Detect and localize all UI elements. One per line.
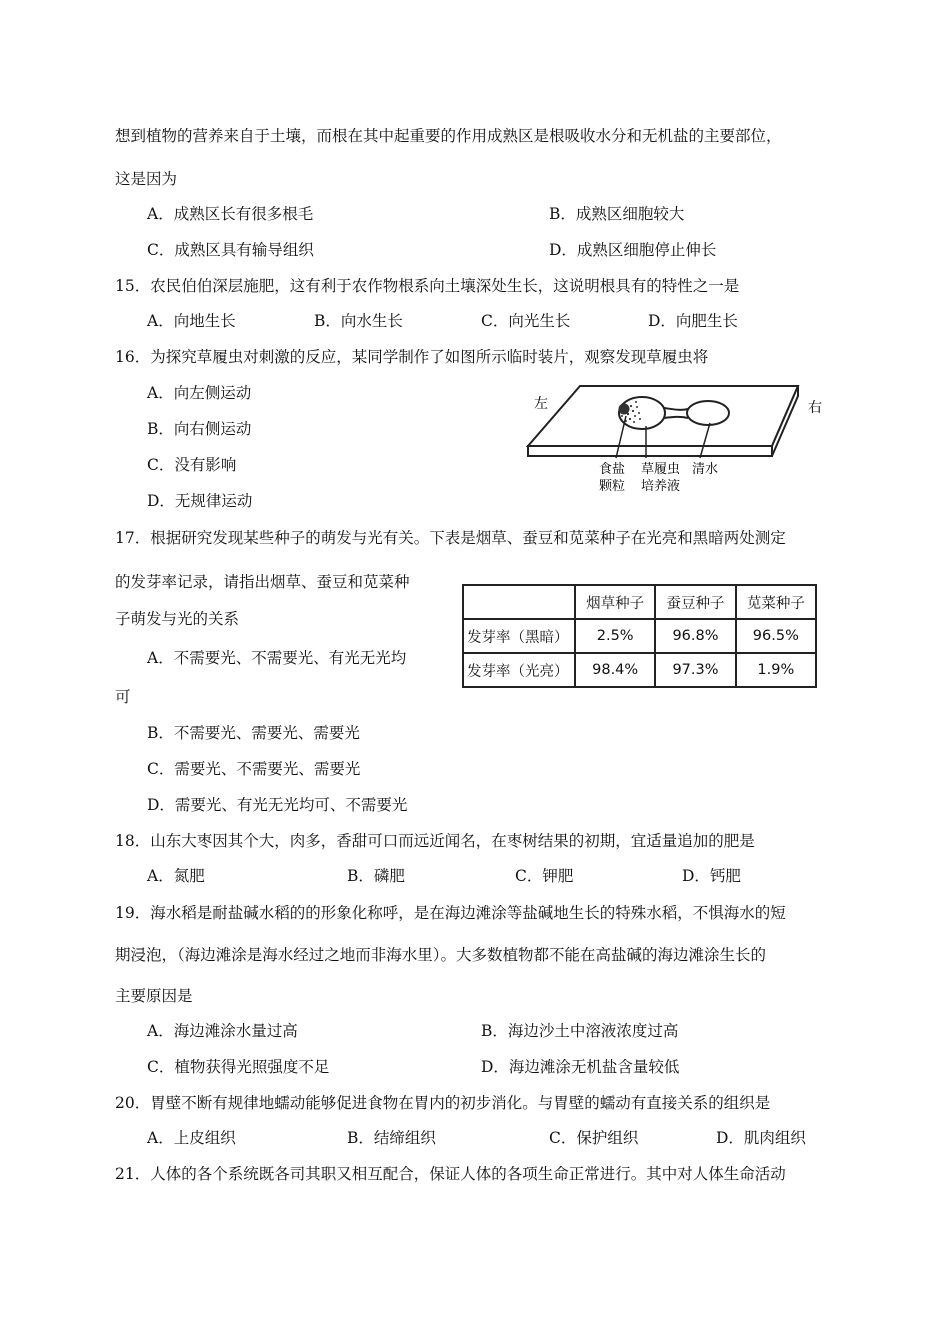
table-cell: 96.8% [655,619,735,653]
q14-option-b: B．成熟区细胞较大 [549,205,685,223]
q20-option-a: A．上皮组织 [147,1129,236,1147]
q14-option-c: C．成熟区具有输导组织 [147,241,314,259]
q17-option-a-line2: 可 [115,688,131,706]
slide-front-edge [528,446,772,456]
table-header-cell: 烟草种子 [575,585,655,619]
salt-label-2: 颗粒 [599,479,626,494]
q19-stem-line2: 期浸泡，（海边滩涂是海水经过之地而非海水里）。大多数植物都不能在高盐碱的海边滩涂生长的 [115,946,767,964]
culture-label-2: 培养液 [641,479,681,494]
q15-option-d: D．向肥生长 [648,312,738,330]
right-label: 右 [808,400,822,416]
q18-option-b: B．磷肥 [347,867,405,885]
water-drop [687,401,729,425]
q17-stem-line1: 17．根据研究发现某些种子的萌发与光有关。下表是烟草、蚕豆和苋菜种子在光亮和黑暗两处测定 [115,529,786,547]
q16-option-d: D．无规律运动 [147,492,253,510]
q16-option-a: A．向左侧运动 [147,384,252,402]
q15-option-b: B．向水生长 [314,312,403,330]
q17-stem-line2: 的发芽率记录，请指出烟草、蚕豆和苋菜种 [115,573,410,591]
q15-stem: 15．农民伯伯深层施肥，这有利于农作物根系向土壤深处生长，这说明根具有的特性之一是 [115,277,740,295]
table-cell: 2.5% [575,619,655,653]
q14-stem-line1: 想到植物的营养来自于土壤，而根在其中起重要的作用成熟区是根吸收水分和无机盐的主要部位， [115,127,782,145]
q17-option-c: C．需要光、不需要光、需要光 [147,760,361,778]
q14-stem-line2: 这是因为 [115,170,178,188]
q21-stem: 21．人体的各个系统既各司其职又相互配合，保证人体的各项生命正常进行。其中对人体生命活动 [115,1165,786,1183]
q19-stem-line3: 主要原因是 [115,987,193,1005]
q14-option-d: D．成熟区细胞停止伸长 [549,241,717,259]
table-header-cell: 苋菜种子 [736,585,816,619]
q18-stem: 18．山东大枣因其个大，肉多，香甜可口而远近闻名，在枣树结果的初期，宜适量追加的肥是 [115,832,755,850]
q20-option-b: B．结缔组织 [347,1129,436,1147]
water-label: 清水 [692,462,719,477]
table-header-cell [463,585,575,619]
q18-option-c: C．钾肥 [515,867,574,885]
table-cell: 97.3% [655,653,735,687]
q20-stem: 20．胃壁不断有规律地蠕动能够促进食物在胃内的初步消化。与胃壁的蠕动有直接关系的组织是 [115,1094,771,1112]
q18-option-a: A．氮肥 [147,867,205,885]
table-header-cell: 蚕豆种子 [655,585,735,619]
q15-option-c: C．向光生长 [481,312,571,330]
left-label: 左 [534,396,548,412]
q16-option-b: B．向右侧运动 [147,420,252,438]
salt-label-1: 食盐 [599,462,626,477]
table-cell: 98.4% [575,653,655,687]
q18-option-d: D．钙肥 [682,867,741,885]
culture-label-1: 草履虫 [641,462,681,477]
q19-option-c: C．植物获得光照强度不足 [147,1058,330,1076]
q19-option-b: B．海边沙土中溶液浓度过高 [481,1022,679,1040]
table-header-row [463,585,816,619]
q20-option-d: D．肌肉组织 [716,1129,806,1147]
table-row [463,619,816,653]
table-row [463,653,816,687]
q15-option-a: A．向地生长 [147,312,236,330]
table-cell: 96.5% [736,619,816,653]
q19-stem-line1: 19．海水稻是耐盐碱水稻的的形象化称呼，是在海边滩涂等盐碱地生长的特殊水稻，不惧海水的短 [115,904,786,922]
table-cell: 1.9% [736,653,816,687]
table-row-header: 发芽率（黑暗） [463,619,575,653]
slide-figure [520,378,840,498]
q20-option-c: C．保护组织 [549,1129,639,1147]
q17-option-b: B．不需要光、需要光、需要光 [147,724,360,742]
table-row-header: 发芽率（光亮） [463,653,575,687]
q16-stem: 16．为探究草履虫对刺激的反应，某同学制作了如图所示临时装片，观察发现草履虫将 [115,348,709,366]
q16-option-c: C．没有影响 [147,456,237,474]
q19-option-d: D．海边滩涂无机盐含量较低 [481,1058,680,1076]
q14-option-a: A．成熟区长有很多根毛 [147,205,314,223]
q19-option-a: A．海边滩涂水量过高 [147,1022,298,1040]
germination-table [462,584,817,688]
q17-option-a-line1: A．不需要光、不需要光、有光无光均 [147,649,407,667]
q17-stem-line3: 子萌发与光的关系 [115,610,240,628]
q17-option-d: D．需要光、有光无光均可、不需要光 [147,796,408,814]
